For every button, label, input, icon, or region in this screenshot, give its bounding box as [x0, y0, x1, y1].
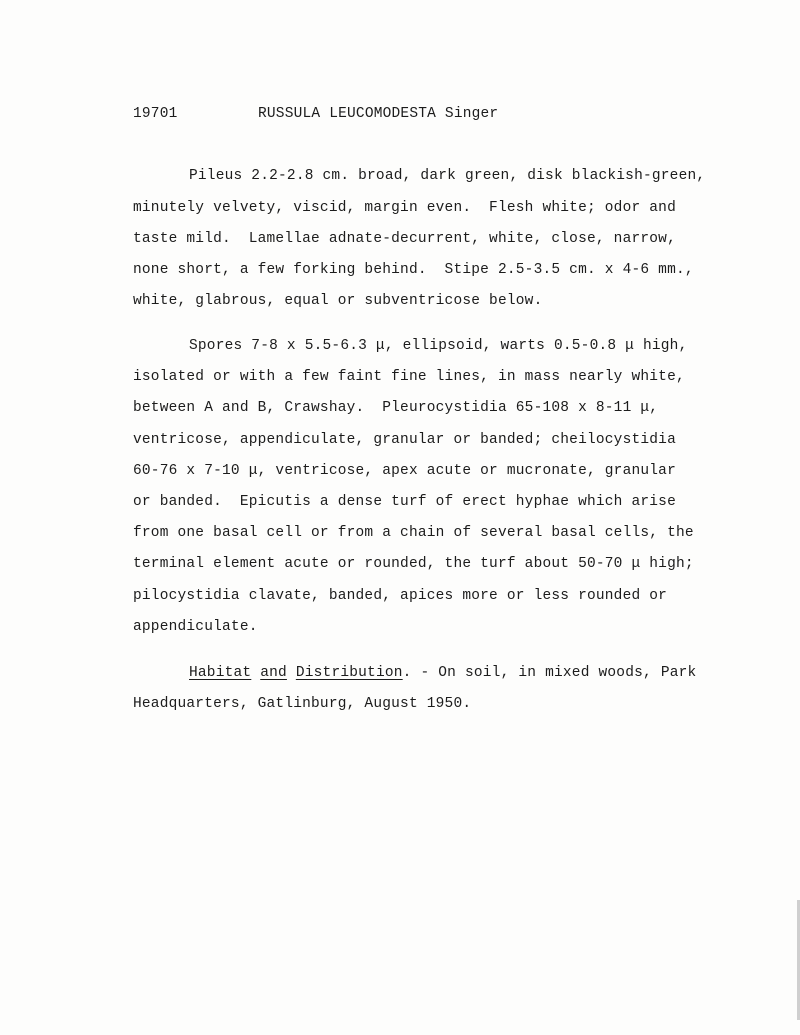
- habitat-text: . - On soil, in mixed woods, Park: [402, 665, 697, 681]
- text-line: between A and B, Crawshay. Pleurocystidia 65-108 x 8-11 μ,: [133, 400, 659, 416]
- collection-number: 19701: [133, 106, 178, 122]
- text-line: ventricose, appendiculate, granular or banded; cheilocystidia: [133, 432, 676, 448]
- and-heading-word: and: [260, 665, 287, 681]
- text-line: Headquarters, Gatlinburg, August 1950.: [133, 696, 472, 712]
- text-line: 60-76 x 7-10 μ, ventricose, apex acute or mucronate, granular: [133, 463, 676, 479]
- text-line: none short, a few forking behind. Stipe 2.5-3.5 cm. x 4-6 mm.,: [133, 262, 694, 278]
- species-title: RUSSULA LEUCOMODESTA Singer: [258, 106, 499, 122]
- text-line: Pileus 2.2-2.8 cm. broad, dark green, disk blackish-green,: [189, 168, 706, 184]
- text-line: from one basal cell or from a chain of several basal cells, the: [133, 525, 694, 541]
- text-line: or banded. Epicutis a dense turf of erect hyphae which arise: [133, 494, 676, 510]
- distribution-heading-word: Distribution: [295, 665, 403, 681]
- text-line: taste mild. Lamellae adnate-decurrent, white, close, narrow,: [133, 231, 676, 247]
- habitat-heading-word: Habitat: [189, 665, 252, 681]
- text-line: [189, 664, 696, 682]
- text-line: Spores 7-8 x 5.5-6.3 μ, ellipsoid, warts 0.5-0.8 μ high,: [189, 338, 688, 354]
- text-line: isolated or with a few faint fine lines, in mass nearly white,: [133, 369, 685, 385]
- text-line: minutely velvety, viscid, margin even. Flesh white; odor and: [133, 200, 676, 216]
- text-line: white, glabrous, equal or subventricose below.: [133, 293, 543, 309]
- text-line: pilocystidia clavate, banded, apices more or less rounded or: [133, 588, 668, 604]
- text-line: appendiculate.: [133, 619, 258, 635]
- text-line: terminal element acute or rounded, the turf about 50-70 μ high;: [133, 556, 694, 572]
